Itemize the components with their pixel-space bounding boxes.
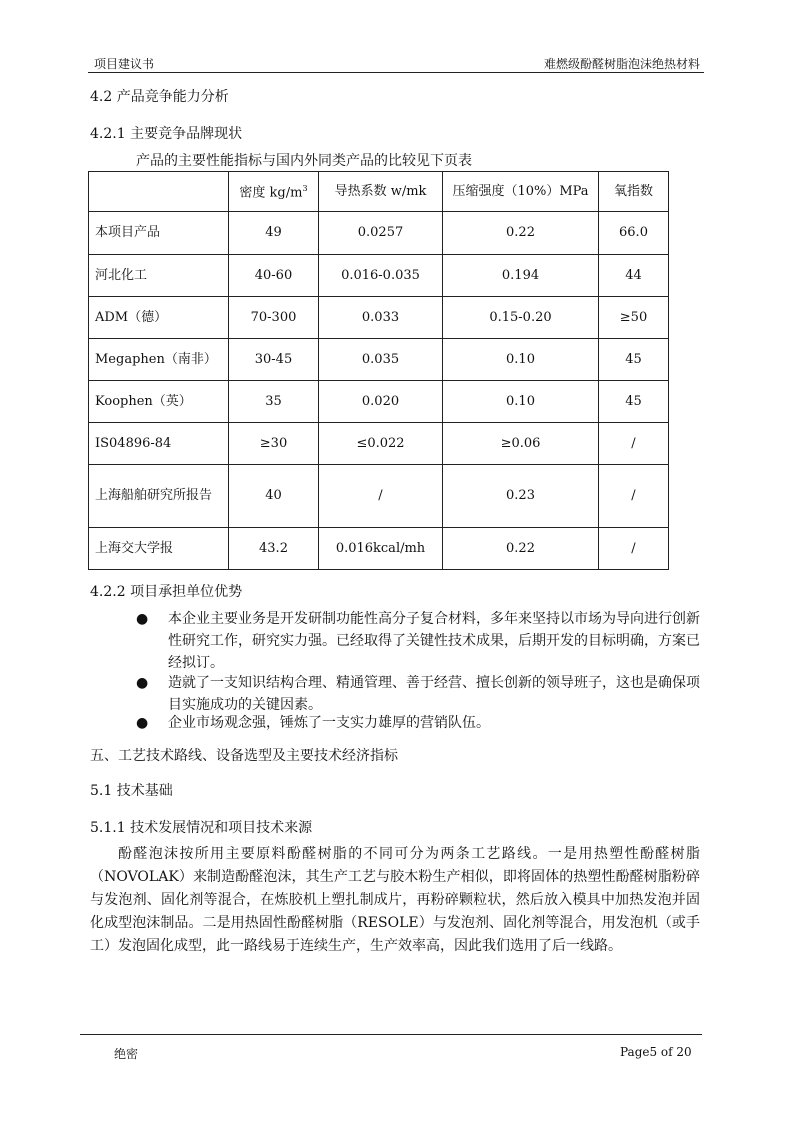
bullet-item: 本企业主要业务是开发研制功能性高分子复合材料，多年来坚持以市场为导向进行创新性研究工作，研究实力强。已经取得了关键性技术成果，后期开发的目标明确，方案已经拟订。 bbox=[168, 611, 700, 671]
density-cell: 40-60 bbox=[229, 255, 319, 297]
conductivity-cell: / bbox=[319, 465, 443, 528]
conductivity-cell: 0.020 bbox=[319, 381, 443, 423]
compression-cell: 0.10 bbox=[443, 339, 599, 381]
row-name-cell: Koophen（英） bbox=[89, 381, 229, 423]
oxygen-index-cell: / bbox=[599, 423, 669, 465]
compression-cell: 0.15-0.20 bbox=[443, 297, 599, 339]
oxygen-index-cell: 66.0 bbox=[599, 212, 669, 255]
density-superscript: 3 bbox=[302, 184, 308, 194]
page-header bbox=[88, 52, 704, 73]
header-cell-conductivity: 导热系数 w/mk bbox=[319, 172, 443, 212]
comparison-table bbox=[88, 171, 669, 570]
section-heading-5-1: 5.1 技术基础 bbox=[90, 783, 173, 799]
compression-cell: 0.194 bbox=[443, 255, 599, 297]
compression-cell: 0.22 bbox=[443, 528, 599, 570]
conductivity-cell: 0.016-0.035 bbox=[319, 255, 443, 297]
conductivity-cell: 0.033 bbox=[319, 297, 443, 339]
bullet-item: 造就了一支知识结构合理、精通管理、善于经营、擅长创新的领导班子，这也是确保项目实施成功的关键因素。 bbox=[168, 675, 700, 713]
section-heading-4-2: 4.2 产品竞争能力分析 bbox=[90, 89, 229, 105]
conductivity-cell: ≤0.022 bbox=[319, 423, 443, 465]
bullet-dot-icon: ● bbox=[136, 611, 149, 627]
oxygen-index-cell: ≥50 bbox=[599, 297, 669, 339]
section-heading-5-1-1: 5.1.1 技术发展情况和项目技术来源 bbox=[90, 820, 313, 836]
density-cell: 35 bbox=[229, 381, 319, 423]
oxygen-index-cell: 45 bbox=[599, 339, 669, 381]
table-caption: 产品的主要性能指标与国内外同类产品的比较见下页表 bbox=[136, 153, 472, 169]
compression-cell: 0.23 bbox=[443, 465, 599, 528]
conductivity-cell: 0.035 bbox=[319, 339, 443, 381]
header-cell-oxygen-index: 氧指数 bbox=[599, 172, 669, 212]
table-row bbox=[89, 339, 669, 381]
row-name-cell: 河北化工 bbox=[89, 255, 229, 297]
oxygen-index-cell: / bbox=[599, 528, 669, 570]
header-left-title: 项目建议书 bbox=[94, 57, 155, 71]
table-row bbox=[89, 255, 669, 297]
table-row bbox=[89, 465, 669, 528]
table-row bbox=[89, 381, 669, 423]
conductivity-cell: 0.016kcal/mh bbox=[319, 528, 443, 570]
row-name-cell: 上海交大学报 bbox=[89, 528, 229, 570]
header-cell-density: 密度 $kg/m^3$ bbox=[229, 172, 319, 212]
bullet-dot-icon: ● bbox=[136, 715, 149, 731]
compression-cell: 0.22 bbox=[443, 212, 599, 255]
oxygen-index-cell: 44 bbox=[599, 255, 669, 297]
density-cell: 49 bbox=[229, 212, 319, 255]
table-header-row bbox=[89, 172, 669, 212]
oxygen-index-cell: / bbox=[599, 465, 669, 528]
density-cell: ≥30 bbox=[229, 423, 319, 465]
row-name-cell: 上海船舶研究所报告 bbox=[89, 465, 229, 528]
bullet-dot-icon: ● bbox=[136, 675, 149, 691]
compression-cell: ≥0.06 bbox=[443, 423, 599, 465]
row-name-cell: Megaphen（南非） bbox=[89, 339, 229, 381]
chapter-heading-5: 五、工艺技术路线、设备选型及主要技术经济指标 bbox=[90, 748, 398, 764]
table-row bbox=[89, 297, 669, 339]
table-row bbox=[89, 212, 669, 255]
footer-page-number: Page5 of 20 bbox=[620, 1045, 692, 1059]
header-cell-compression: 压缩强度（10%）MPa bbox=[443, 172, 599, 212]
conductivity-cell: 0.0257 bbox=[319, 212, 443, 255]
table-row bbox=[89, 528, 669, 570]
bullet-item: 企业市场观念强，锤炼了一支实力雄厚的营销队伍。 bbox=[168, 715, 490, 731]
table-row bbox=[89, 423, 669, 465]
body-paragraph: 酚醛泡沫按所用主要原料酚醛树脂的不同可分为两条工艺路线。一是用热塑性酚醛树脂（NOVOLAK）来制造酚醛泡沫，其生产工艺与胶木粉生产相似，即将固体的热塑性酚醛树脂粉碎与发泡剂、固化剂等混合，在炼胶机上塑扎制成片，再粉碎颗粒状，然后放入模具中加热发泡并固化成型泡沫制品。二是用热固性酚醛树脂（RESOLE）与发泡剂、固化剂等混合，用发泡机（或手工）发泡固化成型，此一路线易于连续生产，生产效率高，因此我们选用了后一线路。 bbox=[90, 846, 700, 954]
footer-confidential-label: 绝密 bbox=[114, 1047, 139, 1061]
row-name-cell: ADM（德） bbox=[89, 297, 229, 339]
density-cell: 30-45 bbox=[229, 339, 319, 381]
header-right-title: 难燃级酚醛树脂泡沫绝热材料 bbox=[543, 57, 700, 71]
row-name-cell: IS04896-84 bbox=[89, 423, 229, 465]
density-cell: 43.2 bbox=[229, 528, 319, 570]
section-heading-4-2-1: 4.2.1 主要竞争品牌现状 bbox=[90, 126, 243, 142]
compression-cell: 0.10 bbox=[443, 381, 599, 423]
row-name-cell: 本项目产品 bbox=[89, 212, 229, 255]
density-cell: 40 bbox=[229, 465, 319, 528]
density-cell: 70-300 bbox=[229, 297, 319, 339]
oxygen-index-cell: 45 bbox=[599, 381, 669, 423]
header-cell-empty bbox=[89, 172, 229, 212]
section-heading-4-2-2: 4.2.2 项目承担单位优势 bbox=[90, 584, 243, 600]
footer-divider bbox=[80, 1034, 702, 1035]
